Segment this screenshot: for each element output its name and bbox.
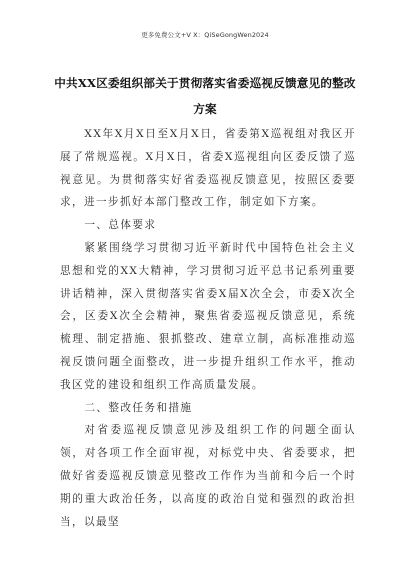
- paragraph-tasks-measures: 对省委巡视反馈意见涉及组织工作的问题全面认领，对各项工作全面审视，对标党中央、省委要求，把做好省委巡视反馈意见整改工作作为当前和今后一个时期的重大政治任务，以高度的政治自觉和强烈的政治担当，以最坚: [60, 424, 356, 528]
- document-body: [60, 123, 356, 533]
- section-heading-general-requirements: 一、总体要求: [84, 219, 157, 232]
- title-line-1: 中共XX区委组织部关于贯彻落实省委巡视反馈意见的整改: [54, 76, 356, 90]
- paragraph-general-requirements: 紧紧围绕学习贯彻习近平新时代中国特色社会主义思想和党的XX大精神，学习贯彻习近平总书记系列重要讲话精神，深入贯彻落实省委X届X次全会，市委X次全会，区委X次全会精神，聚焦省委巡视反馈意见，系统梳理、制定措施、狠抓整改、建章立制，高标准推动巡视反馈问题全面整改，进一步提升组织工作水平，推动我区党的建设和组织工作高质量发展。: [60, 241, 356, 391]
- header-note: 更多免费公文+V X：QiSeGongWen2024: [141, 31, 269, 39]
- section-heading-tasks-measures: 二、整改任务和措施: [84, 401, 193, 414]
- title-line-2: 方案: [193, 102, 217, 116]
- document-title: [40, 70, 370, 122]
- paragraph-intro: XX年X月X日至X月X日，省委第X巡视组对我区开展了常规巡视。X月X日，省委X巡视组向区委反馈了巡视意见。为贯彻落实好省委巡视反馈意见，按照区委要求，进一步抓好本部门整改工作，制定如下方案。: [60, 128, 356, 209]
